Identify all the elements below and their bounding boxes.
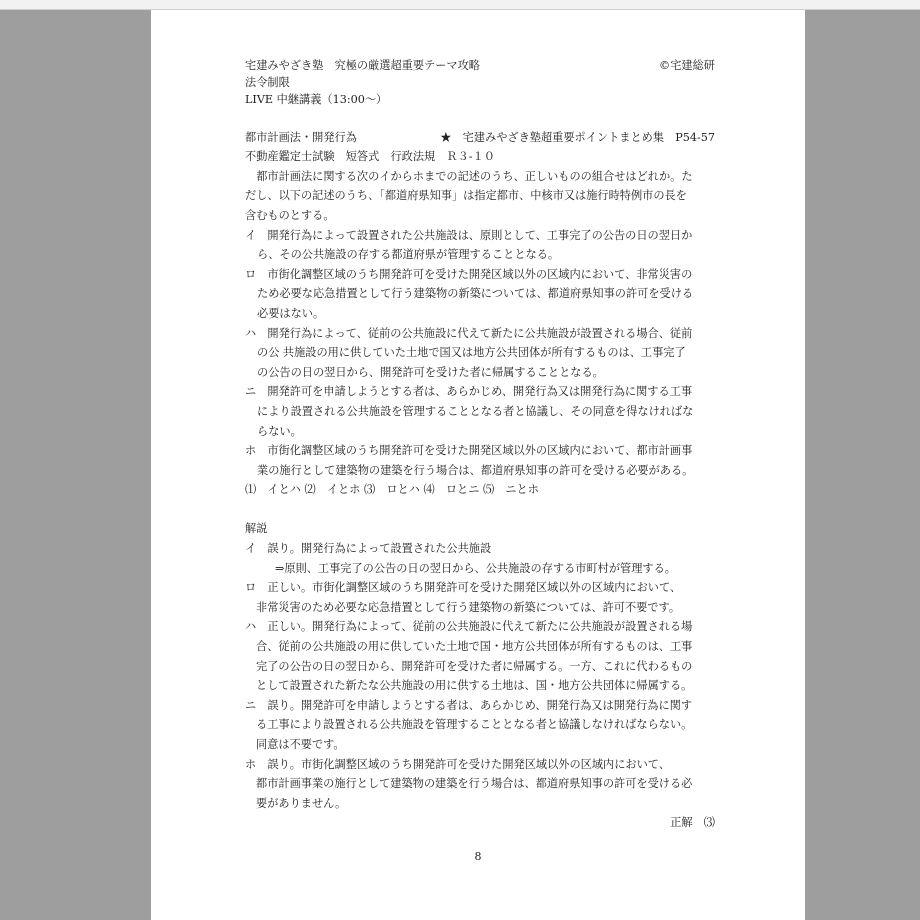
explanation-ni: ニ 誤り。開発許可を申請しようとする者は、あらかじめ、開発行為又は開発行為に関す: [245, 698, 693, 712]
option-i-line: イ 開発行為によって設置された公共施設は、原則として、工事完了の公告の日の翌日か: [245, 228, 693, 242]
explanation-ha: ハ 正しい。開発行為によって、従前の公共施設に代えて新たに公共施設が設置される場: [245, 620, 693, 634]
explanation-ho: 都市計画事業の施行として建築物の建築を行う場合は、都道府県知事の許可を受ける必: [256, 777, 693, 791]
option-ha-line: の公 共施設の用に供していた土地で国又は地方公共団体が所有するものは、工事完了: [257, 346, 686, 360]
option-ni-line: らない。: [257, 424, 302, 438]
viewer-toolbar: [0, 0, 920, 10]
explanation-ro: 非常災害のため必要な応急措置として行う建築物の新築については、許可不要です。: [256, 600, 681, 614]
topic-ref: ★ 宅建みやざき塾超重要ポイントまとめ集 P54-57: [440, 130, 715, 144]
explanation-ha: として設置された新たな公共施設の用に供する土地は、国・地方公共団体に帰属する。: [256, 679, 693, 693]
header-copyright: ©宅建総研: [659, 59, 715, 72]
exam-line: 不動産鑑定士試験 短答式 行政法規 Ｒ３-１０: [245, 150, 495, 164]
option-ni-line: ニ 開発許可を申請しようとする者は、あらかじめ、開発行為又は開発行為に関する工事: [245, 385, 693, 399]
option-ha-line: の公告の日の翌日から、開発許可を受けた者に帰属することとなる。: [257, 365, 604, 379]
answer-choices: ⑴ イとハ ⑵ イとホ ⑶ ロとハ ⑷ ロとニ ⑸ ニとホ: [245, 483, 539, 497]
explanation-heading: 解説: [245, 522, 268, 536]
explanation-ro: ロ 正しい。市街化調整区域のうち開発許可を受けた開発区域以外の区域内において、: [245, 581, 682, 595]
page-content: [245, 57, 715, 833]
header-subject: 法令制限: [245, 76, 290, 89]
header-row: [245, 57, 715, 74]
document-page: [151, 10, 805, 920]
option-ro-line: 必要はない。: [257, 306, 325, 320]
question-line: 含むものとする。: [245, 208, 335, 222]
option-i-line: ら、その公共施設の存する都道府県が管理することとなる。: [257, 248, 560, 262]
explanation-ho: ホ 誤り。市街化調整区域のうち開発許可を受けた開発区域以外の区域内において、: [245, 757, 670, 771]
topic-name: 都市計画法・開発行為: [245, 130, 357, 144]
explanation-i: イ 誤り。開発行為によって設置された公共施設: [245, 542, 492, 556]
option-ro-line: ロ 市街化調整区域のうち開発許可を受けた開発区域以外の区域内において、非常災害の: [245, 267, 693, 281]
option-ha-line: ハ 開発行為によって、従前の公共施設に代えて新たに公共施設が設置される場合、従前: [245, 326, 693, 340]
explanation-ha: 完了の公告の日の翌日から、開発許可を受けた者に帰属する。一方、これに代わるもの: [256, 659, 693, 673]
option-ni-line: により設置される公共施設を管理することとなる者と協議し、その同意を得なければな: [257, 404, 694, 418]
header-title: 宅建みやざき塾 究極の厳選超重要テーマ攻略: [245, 59, 480, 72]
explanation-ni: 同意は不要です。: [256, 738, 345, 751]
page-number: 8: [474, 850, 482, 863]
question-line: だし、以下の記述のうち、「都道府県知事」は指定都市、中核市又は施行時特例市の長を: [245, 189, 687, 203]
spacer: [245, 108, 715, 128]
spacer: [245, 500, 715, 520]
question-line: 都市計画法に関する次のイからホまでの記述のうち、正しいものの組合せはどれか。た: [245, 169, 693, 183]
topic-row: [245, 128, 715, 148]
option-ho-line: ホ 市街化調整区域のうち開発許可を受けた開発区域以外の区域内において、都市計画事: [245, 444, 693, 458]
header-live: LIVE 中継講義（13:00～）: [245, 93, 388, 106]
explanation-ni: る工事により設置される公共施設を管理することとなる者と協議しなければならない。: [256, 718, 693, 732]
explanation-i: ⇒原則、工事完了の公告の日の翌日から、公共施設の存する市町村が管理する。: [275, 561, 676, 575]
option-ho-line: 業の施行として建築物の建築を行う場合は、都道府県知事の許可を受ける必要がある。: [257, 463, 694, 477]
option-ro-line: ため必要な応急措置として行う建築物の新築については、都道府県知事の許可を受ける: [257, 287, 694, 301]
explanation-ho: 要がありません。: [256, 796, 347, 810]
explanation-ha: 合、従前の公共施設の用に供していた土地で国・地方公共団体が所有するものは、工事: [256, 640, 693, 654]
correct-answer: 正解 ⑶: [670, 816, 715, 830]
